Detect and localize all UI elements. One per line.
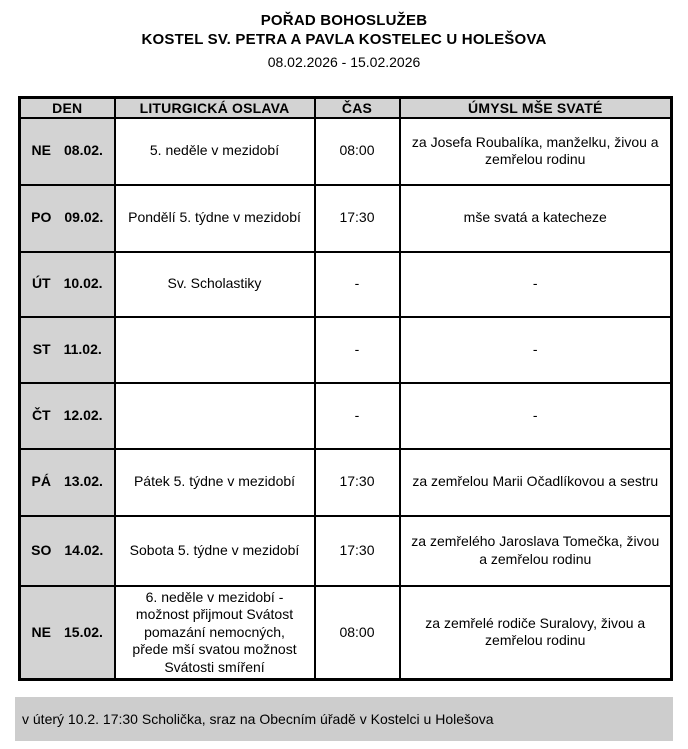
page-title: POŘAD BOHOSLUŽEB bbox=[260, 12, 428, 29]
intention-cell: za zemřelou Marii Očadlíkovou a sestru bbox=[400, 449, 672, 516]
time-cell: 08:00 bbox=[315, 118, 400, 185]
time-cell: - bbox=[315, 317, 400, 383]
day-cell bbox=[20, 185, 115, 252]
table-row bbox=[20, 516, 672, 586]
day-cell bbox=[20, 586, 115, 680]
celebration-cell: Pátek 5. týdne v mezidobí bbox=[115, 449, 315, 516]
day-cell bbox=[20, 449, 115, 516]
day-cell bbox=[20, 317, 115, 383]
day-date: 14.02. bbox=[64, 541, 104, 558]
table-row bbox=[20, 383, 672, 449]
intention-cell: - bbox=[400, 252, 672, 317]
day-abbr: PO bbox=[31, 209, 52, 226]
intention-cell: - bbox=[400, 383, 672, 449]
celebration-cell: Sobota 5. týdne v mezidobí bbox=[115, 516, 315, 586]
date-range: 08.02.2026 - 15.02.2026 bbox=[267, 54, 421, 70]
intention-cell: - bbox=[400, 317, 672, 383]
day-cell bbox=[20, 516, 115, 586]
celebration-cell: Sv. Scholastiky bbox=[115, 252, 315, 317]
celebration-cell: 6. neděle v mezidobí - možnost přijmout Svátost pomazání nemocných, přede mší svatou možnost Svátosti smíření bbox=[115, 586, 315, 680]
day-cell bbox=[20, 252, 115, 317]
day-date: 12.02. bbox=[63, 406, 103, 423]
day-abbr: NE bbox=[31, 142, 51, 159]
title-block bbox=[0, 0, 688, 72]
day-cell bbox=[20, 118, 115, 185]
day-abbr: ÚT bbox=[31, 275, 51, 292]
day-abbr: NE bbox=[31, 623, 51, 640]
table-row bbox=[20, 449, 672, 516]
intention-cell: za zemřelého Jaroslava Tomečka, živou a zemřelou rodinu bbox=[400, 516, 672, 586]
celebration-cell bbox=[115, 317, 315, 383]
footer-note-bar bbox=[15, 697, 673, 741]
day-date: 11.02. bbox=[63, 340, 102, 357]
time-cell: 17:30 bbox=[315, 516, 400, 586]
intention-cell: za Josefa Roubalíka, manželku, živou a zemřelou rodinu bbox=[400, 118, 672, 185]
table-row bbox=[20, 185, 672, 252]
day-abbr: PÁ bbox=[31, 473, 51, 490]
celebration-cell: Pondělí 5. týdne v mezidobí bbox=[115, 185, 315, 252]
table-row bbox=[20, 118, 672, 185]
time-cell: - bbox=[315, 252, 400, 317]
table-row bbox=[20, 586, 672, 680]
intention-cell: za zemřelé rodiče Suralovy, živou a zemřelou rodinu bbox=[400, 586, 672, 680]
day-date: 13.02. bbox=[64, 473, 103, 490]
day-abbr: ST bbox=[32, 340, 51, 357]
col-header-umysl: ÚMYSL MŠE SVATÉ bbox=[400, 98, 672, 118]
day-date: 10.02. bbox=[63, 275, 103, 292]
col-header-cas: ČAS bbox=[315, 98, 400, 118]
time-cell: 08:00 bbox=[315, 586, 400, 680]
day-abbr: SO bbox=[31, 541, 52, 558]
day-date: 15.02. bbox=[64, 623, 103, 640]
table-header-row bbox=[20, 98, 672, 118]
time-cell: 17:30 bbox=[315, 449, 400, 516]
footer-note-text: v úterý 10.2. 17:30 Scholička, sraz na Obecním úřadě v Kostelci u Holešova bbox=[22, 711, 494, 727]
day-date: 08.02. bbox=[64, 142, 103, 159]
church-name: KOSTEL SV. PETRA A PAVLA KOSTELEC U HOLEŠOVA bbox=[141, 31, 547, 48]
celebration-cell bbox=[115, 383, 315, 449]
intention-cell: mše svatá a katecheze bbox=[400, 185, 672, 252]
day-date: 09.02. bbox=[64, 209, 104, 226]
time-cell: 17:30 bbox=[315, 185, 400, 252]
table-row bbox=[20, 317, 672, 383]
col-header-den: DEN bbox=[20, 98, 115, 118]
schedule-table bbox=[18, 96, 673, 681]
col-header-liturgicka-oslava: LITURGICKÁ OSLAVA bbox=[115, 98, 315, 118]
day-cell bbox=[20, 383, 115, 449]
time-cell: - bbox=[315, 383, 400, 449]
day-abbr: ČT bbox=[31, 406, 51, 423]
table-row bbox=[20, 252, 672, 317]
celebration-cell: 5. neděle v mezidobí bbox=[115, 118, 315, 185]
